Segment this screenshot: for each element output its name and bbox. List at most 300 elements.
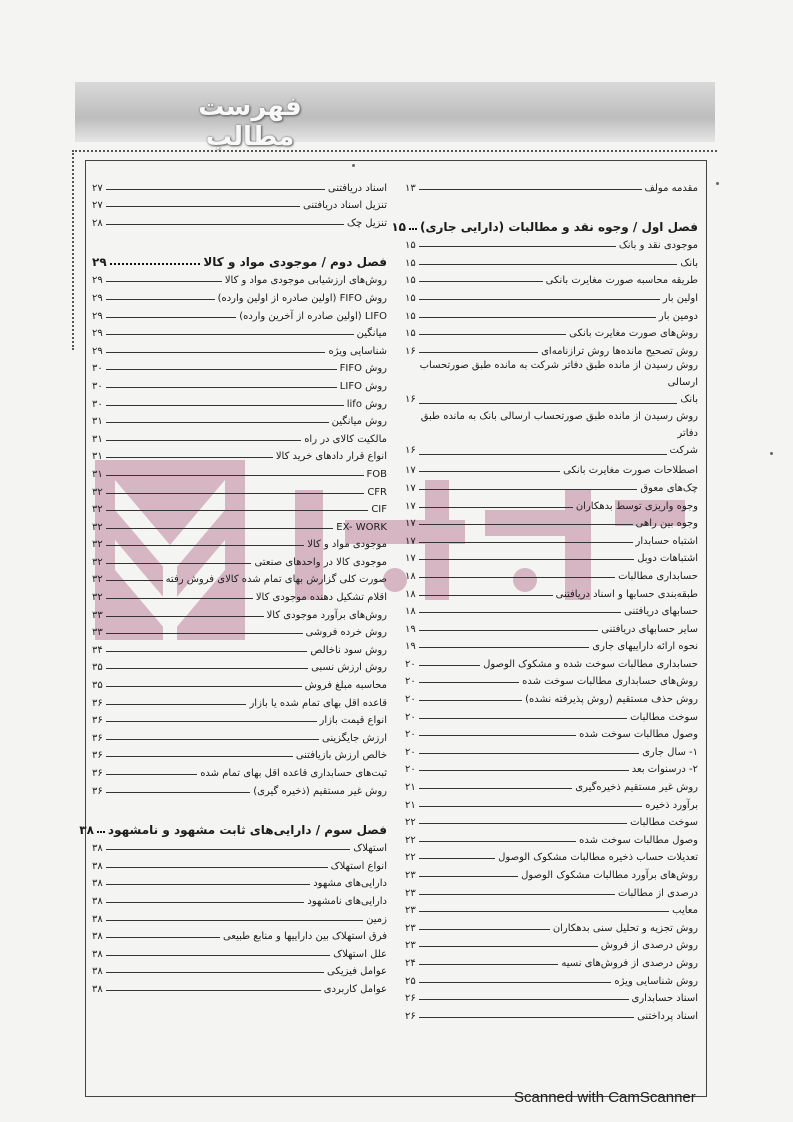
leader-line (419, 894, 615, 895)
toc-entry-title: FOB (366, 468, 387, 480)
leader-line (409, 228, 417, 230)
leader-line (419, 317, 656, 318)
toc-entry (92, 837, 387, 855)
toc-entry-title: اشتباه حسابدار (635, 535, 698, 547)
leader-line (419, 1017, 634, 1018)
leader-line (419, 964, 559, 965)
leader-line (106, 884, 310, 885)
toc-entry (405, 740, 698, 758)
toc-entry (92, 211, 387, 229)
leader-line (106, 867, 328, 868)
leader-line (106, 224, 344, 225)
leader-line (419, 735, 576, 736)
toc-entry-title: عوامل فیزیکی (327, 966, 387, 978)
leader-line (419, 876, 518, 877)
toc-page-number: ۱۷ (405, 535, 416, 547)
leader-line (106, 563, 252, 564)
toc-entry (405, 251, 698, 269)
leader-line (106, 651, 308, 652)
toc-entry (92, 550, 387, 568)
toc-page-number: ۲۹ (92, 292, 103, 304)
toc-entry (92, 585, 387, 603)
toc-entry-title: محاسبه مبلغ فروش (304, 680, 387, 692)
toc-entry-title: دارایی‌های نامشهود (307, 895, 387, 907)
toc-entry-title: حسابداری مطالبات سوخت شده و مشکوک الوصول (483, 658, 698, 670)
leader-line (106, 299, 215, 300)
leader-line (106, 686, 302, 687)
toc-entry (405, 881, 698, 899)
toc-entry-title: روش FIFO (339, 363, 387, 375)
leader-line (106, 317, 236, 318)
toc-entry (92, 410, 387, 428)
toc-entry (405, 564, 698, 582)
toc-entry-title: میانگین (356, 328, 387, 340)
toc-page-number: ۳۲ (92, 592, 103, 604)
toc-entry (405, 476, 698, 494)
toc-entry-title: روش میانگین (331, 416, 387, 428)
toc-page-number: ۱۶ (405, 444, 416, 456)
toc-entry-title: فرق استهلاک بین داراییها و منابع طبیعی (222, 931, 387, 943)
toc-entry (92, 339, 387, 357)
toc-entry (92, 638, 387, 656)
leader-line (106, 457, 273, 458)
toc-page-number: ۳۸ (92, 895, 103, 907)
toc-entry (405, 951, 698, 969)
leader-line (110, 263, 201, 265)
toc-entry (405, 828, 698, 846)
toc-entry (405, 846, 698, 864)
toc-entry (405, 617, 698, 635)
toc-entry-title: CIF (371, 504, 387, 516)
toc-entry (92, 322, 387, 340)
scan-speck (352, 164, 355, 167)
toc-page-number: ۳۶ (92, 697, 103, 709)
toc-entry (405, 408, 698, 459)
toc-entry (405, 934, 698, 952)
toc-entry (405, 723, 698, 741)
dotted-divider-vertical (72, 150, 74, 350)
toc-entry-title: درصدی از مطالبات (618, 887, 698, 899)
toc-page-number: ۲۲ (405, 817, 416, 829)
toc-entry-title: روش تصحیح مانده‌ها روش ترازنامه‌ای (541, 345, 698, 357)
toc-entry (405, 652, 698, 670)
toc-entry-title: وجوه واریزی توسط بدهکاران (575, 500, 698, 512)
dotted-divider (72, 150, 717, 152)
toc-entry-title: روش رسیدن از مانده طبق دفاتر شرکت به مانده طبق صورتحساب ارسالی (419, 359, 698, 388)
toc-entry-title: CFR (367, 486, 387, 498)
toc-entry (92, 872, 387, 890)
leader-line (419, 352, 538, 353)
toc-page-number: ۲۳ (405, 887, 416, 899)
toc-entry (405, 600, 698, 618)
toc-page-number: ۳۶ (92, 732, 103, 744)
leader-line (106, 668, 308, 669)
toc-page-number: ۲۷ (92, 200, 103, 212)
toc-entry (405, 670, 698, 688)
toc-entry-title: سوخت مطالبات (630, 711, 698, 723)
leader-line (106, 598, 253, 599)
page-title: فهرست مطالب (198, 92, 302, 152)
toc-page-number: ۲۰ (405, 676, 416, 688)
toc-page-number: ۱۷ (405, 553, 416, 565)
toc-page-number: ۳۵ (92, 680, 103, 692)
toc-entry (405, 793, 698, 811)
toc-entry-title: روش غیر مستقیم (ذخیره گیری) (253, 785, 387, 797)
toc-page-number: ۳۸ (92, 948, 103, 960)
toc-entry-title: اسناد دریافتنی (327, 182, 387, 194)
leader-line (106, 704, 247, 705)
leader-line (106, 493, 365, 494)
toc-page-number: ۱۷ (405, 482, 416, 494)
toc-page-number: ۳۱ (92, 451, 103, 463)
toc-page-number: ۱۹ (405, 623, 416, 635)
toc-page-number: ۱۵ (405, 328, 416, 340)
toc-page-number: ۲۰ (405, 658, 416, 670)
toc-entry (92, 854, 387, 872)
toc-entry (405, 529, 698, 547)
toc-page-number: ۲۳ (405, 922, 416, 934)
leader-line (106, 990, 321, 991)
toc-entry-title: روش‌های برآورد مطالبات مشکوک الوصول (521, 870, 698, 881)
toc-page-number: ۳۵ (92, 662, 103, 674)
toc-entry (405, 269, 698, 287)
toc-entry-title: انواع استهلاک (330, 860, 387, 872)
leader-line (106, 352, 326, 353)
toc-page-number: ۳۸ (92, 913, 103, 925)
toc-page-number: ۲۰ (405, 729, 416, 741)
toc-entry-title: روش شناسایی ویژه (614, 975, 698, 987)
toc-entry-title: چک‌های معوق (640, 482, 698, 494)
leader-line (419, 823, 627, 824)
leader-line (419, 718, 627, 719)
toc-page-number: ۱۶ (405, 393, 416, 405)
toc-entry (405, 899, 698, 917)
toc-entry (92, 427, 387, 445)
toc-page-number: ۳۲ (92, 539, 103, 551)
toc-entry (92, 621, 387, 639)
leader-line (419, 665, 480, 666)
toc-entry (405, 863, 698, 881)
toc-entry (92, 445, 387, 463)
toc-page-number: ۲۶ (405, 993, 416, 1005)
toc-entry-title: طریقه محاسبه صورت مغایرت بانکی (545, 275, 698, 287)
toc-entry (405, 357, 698, 408)
toc-page-number: ۳۶ (92, 750, 103, 762)
leader-line (419, 630, 598, 631)
toc-page-number: ۲۹ (92, 275, 103, 287)
toc-entry (92, 304, 387, 322)
toc-page-number: ۲۳ (405, 940, 416, 952)
leader-line (106, 633, 303, 634)
toc-page-number: ۲۹ (92, 254, 107, 269)
toc-spacer (92, 229, 387, 247)
toc-entry-title-continued: شرکت (669, 444, 698, 456)
toc-entry (405, 811, 698, 829)
toc-entry (92, 515, 387, 533)
leader-line (106, 206, 300, 207)
toc-entry (405, 234, 698, 252)
toc-entry (405, 547, 698, 565)
toc-page-number: ۳۸ (79, 822, 94, 837)
leader-line (419, 682, 519, 683)
toc-page-number: ۲۹ (92, 328, 103, 340)
toc-entry-title: روش غیر مستقیم ذخیره‌گیری (575, 782, 698, 794)
toc-entry-title: دومین بار (658, 310, 698, 322)
toc-page-number: ۲۳ (405, 870, 416, 881)
toc-entry-title: روش حذف مستقیم (روش پذیرفته نشده) (525, 694, 698, 706)
toc-entry (92, 480, 387, 498)
toc-entry-title: روش ارزش نسبی (311, 662, 387, 674)
leader-line (419, 489, 638, 490)
toc-page-number: ۱۵ (405, 257, 416, 269)
toc-entry-title: اشتباهات دوبل (637, 553, 698, 565)
leader-line (106, 440, 301, 441)
toc-entry-title: استهلاک (353, 843, 387, 855)
leader-line (106, 920, 363, 921)
toc-entry (92, 357, 387, 375)
toc-entry (405, 1004, 698, 1022)
toc-entry-title: اصطلاحات صورت مغایرت بانکی (563, 465, 698, 477)
toc-page-number: ۱۸ (405, 570, 416, 582)
leader-line (419, 246, 616, 247)
toc-entry-title: روش سود ناخالص (310, 644, 387, 656)
leader-line (106, 422, 329, 423)
leader-line (106, 774, 197, 775)
toc-page-number: ۲۱ (405, 782, 416, 794)
toc-entry-title: طبقه‌بندی حسابها و اسناد دریافتنی (555, 588, 698, 600)
toc-entry-title: ارزش جایگزینی (321, 732, 387, 744)
leader-line (106, 334, 354, 335)
toc-entry-title: EX- WORK (336, 521, 387, 533)
toc-entry-title: علل استهلاک (333, 948, 387, 960)
leader-line (106, 721, 317, 722)
toc-page-number: ۲۰ (405, 694, 416, 706)
toc-entry (405, 969, 698, 987)
toc-page-number: ۱۵ (391, 219, 406, 234)
toc-entry (92, 744, 387, 762)
toc-entry-title: صورت کلی گزارش بهای تمام شده کالای فروش رفته (165, 574, 387, 586)
toc-entry-title: تنزیل چک (347, 217, 387, 229)
toc-entry (405, 916, 698, 934)
toc-page-number: ۱۹ (405, 641, 416, 653)
toc-entry-title: تنزیل اسناد دریافتنی (303, 200, 387, 212)
toc-entry-title: موجودی کالا در واحدهای صنعتی (254, 556, 387, 568)
leader-line (419, 471, 560, 472)
toc-entry (405, 459, 698, 477)
toc-entry (92, 568, 387, 586)
leader-line (419, 982, 612, 983)
toc-entry-title: فصل سوم / دارایی‌های ثابت مشهود و نامشهود (107, 822, 387, 837)
toc-page-number: ۲۹ (92, 310, 103, 322)
toc-chapter-heading (92, 247, 387, 269)
leader-line (419, 753, 639, 754)
leader-line (106, 475, 364, 476)
toc-entry (405, 304, 698, 322)
toc-entry (92, 709, 387, 727)
toc-entry (92, 761, 387, 779)
toc-entry (92, 374, 387, 392)
toc-entry-title: تعدیلات حساب ذخیره مطالبات مشکوک الوصول (498, 852, 698, 864)
leader-line (419, 647, 590, 648)
toc-entry-title: موجودی مواد و کالا (307, 539, 387, 551)
leader-line (106, 739, 319, 740)
leader-line (106, 937, 220, 938)
toc-entry-title: فصل اول / وجوه نقد و مطالبات (دارایی جاری) (420, 219, 698, 234)
toc-entry-title: وصول مطالبات سوخت شده (579, 729, 698, 741)
toc-entry (92, 656, 387, 674)
toc-entry-title: اسناد حسابداری (631, 993, 698, 1005)
toc-entry-title: خالص ارزش بازیافتنی (295, 750, 387, 762)
leader-line (419, 770, 629, 771)
toc-page-number: ۲۹ (92, 345, 103, 357)
toc-page-number: ۳۸ (92, 860, 103, 872)
toc-page-number: ۲۵ (405, 975, 416, 987)
toc-entry (92, 194, 387, 212)
toc-entry (92, 691, 387, 709)
toc-spacer (92, 797, 387, 815)
leader-line (106, 972, 324, 973)
toc-page-number: ۱۸ (405, 588, 416, 600)
toc-entry-title: روش‌های ارزشیابی موجودی مواد و کالا (224, 275, 387, 287)
toc-entry (92, 889, 387, 907)
toc-entry (92, 960, 387, 978)
toc-entry (405, 339, 698, 357)
toc-page-number: ۲۷ (92, 182, 103, 194)
leader-line (419, 858, 495, 859)
leader-line (106, 510, 369, 511)
toc-entry-title: LIFO (اولین صادره از آخرین وارده) (239, 310, 387, 322)
toc-entry (405, 512, 698, 530)
toc-entry (405, 705, 698, 723)
toc-page-number: ۱۵ (405, 240, 416, 252)
toc-page-number: ۳۲ (92, 504, 103, 516)
toc-page-number: ۳۲ (92, 521, 103, 533)
toc-page-number: ۲۸ (92, 217, 103, 229)
leader-line (419, 788, 573, 789)
toc-page-number: ۳۶ (92, 715, 103, 727)
toc-page-number: ۳۴ (92, 644, 103, 656)
toc-page-number: ۳۸ (92, 966, 103, 978)
leader-line (106, 902, 305, 903)
leader-line (106, 792, 251, 793)
toc-page-number: ۳۸ (92, 983, 103, 995)
toc-entry-title: روش درصدی از فروش (600, 940, 698, 952)
leader-line (419, 577, 615, 578)
toc-page-number: ۱۷ (405, 465, 416, 477)
toc-entry-title: زمین (366, 913, 387, 925)
toc-page-number: ۳۸ (92, 931, 103, 943)
toc-entry-title: معایب (672, 905, 698, 917)
toc-entry-title: اقلام تشکیل دهنده موجودی کالا (255, 592, 387, 604)
toc-right-column (391, 176, 698, 1022)
toc-entry-title: بانک (680, 257, 698, 269)
leader-line (106, 849, 351, 850)
leader-line (106, 616, 264, 617)
scanner-watermark-text: Scanned with CamScanner (514, 1089, 696, 1106)
toc-entry-title: انواع قرار دادهای خرید کالا (275, 451, 387, 463)
toc-entry-title: قاعده اقل بهای تمام شده یا بازار (249, 697, 387, 709)
toc-chapter-heading (79, 815, 387, 837)
toc-entry (92, 392, 387, 410)
leader-line (106, 545, 304, 546)
leader-line (106, 955, 331, 956)
toc-entry-title: روش‌های صورت مغایرت بانکی (569, 328, 698, 340)
toc-entry-title: نحوه ارائه داراییهای جاری (592, 641, 698, 653)
toc-page-number: ۱۵ (405, 310, 416, 322)
toc-page-number: ۳۰ (92, 398, 103, 410)
toc-page-number: ۲۰ (405, 764, 416, 776)
toc-entry (92, 176, 387, 194)
toc-entry (92, 907, 387, 925)
toc-page-number: ۱۷ (405, 518, 416, 530)
toc-entry (92, 673, 387, 691)
toc-entry-title: انواع قیمت بازار (319, 715, 387, 727)
toc-page-number: ۱۳ (405, 182, 416, 194)
toc-page-number: ۳۳ (92, 609, 103, 621)
toc-entry-title: اسناد پرداختنی (637, 1010, 698, 1022)
leader-line (419, 281, 543, 282)
leader-line (419, 946, 598, 947)
leader-line (419, 264, 678, 265)
toc-entry (405, 582, 698, 600)
toc-entry-title: وصول مطالبات سوخت شده (579, 834, 698, 846)
toc-left-column (79, 176, 387, 995)
toc-entry (405, 322, 698, 340)
toc-page-number: ۳۰ (92, 363, 103, 375)
toc-page-number: ۲۶ (405, 1010, 416, 1022)
toc-page-number: ۳۳ (92, 627, 103, 639)
leader-line (106, 189, 325, 190)
scan-speck (770, 452, 773, 455)
toc-entry-title: مالکیت کالای در راه (304, 433, 387, 445)
leader-line (106, 756, 293, 757)
toc-entry (92, 498, 387, 516)
toc-entry-title: روش lifo (346, 398, 387, 410)
toc-entry-title: روش تجزیه و تحلیل سنی بدهکاران (552, 922, 698, 934)
toc-page-number: ۳۶ (92, 785, 103, 797)
scan-speck (716, 182, 719, 185)
toc-entry-title: ۱- سال جاری (642, 746, 698, 758)
toc-entry (405, 494, 698, 512)
toc-page-number: ۳۰ (92, 380, 103, 392)
toc-entry-title: شناسایی ویژه (328, 345, 387, 357)
toc-entry (92, 925, 387, 943)
leader-line (106, 405, 344, 406)
leader-line (419, 334, 566, 335)
toc-entry-title: روش FIFO (اولین صادره از اولین وارده) (217, 292, 387, 304)
toc-entry-title: حسابداری مطالبات (618, 570, 698, 582)
leader-line (106, 580, 163, 581)
toc-entry (92, 779, 387, 797)
toc-page-number: ۳۲ (92, 574, 103, 586)
leader-line (419, 403, 678, 404)
leader-line (419, 929, 550, 930)
toc-entry-title: روش خرده فروشی (305, 627, 387, 639)
leader-line (419, 542, 633, 543)
toc-entry-title: عوامل کاربردی (323, 983, 387, 995)
toc-page-number: ۳۲ (92, 556, 103, 568)
toc-entry (92, 977, 387, 995)
toc-entry-title: دارایی‌های مشهود (313, 878, 387, 890)
toc-entry-title: مقدمه مولف (644, 182, 698, 194)
toc-entry-title: حسابهای دریافتنی (624, 606, 698, 618)
toc-page-number: ۳۱ (92, 468, 103, 480)
toc-entry-title: روش‌های حسابداری مطالبات سوخت شده (522, 676, 698, 688)
leader-line (419, 700, 522, 701)
toc-page-number: ۲۰ (405, 711, 416, 723)
toc-page-number: ۲۳ (405, 905, 416, 917)
leader-line (419, 999, 629, 1000)
